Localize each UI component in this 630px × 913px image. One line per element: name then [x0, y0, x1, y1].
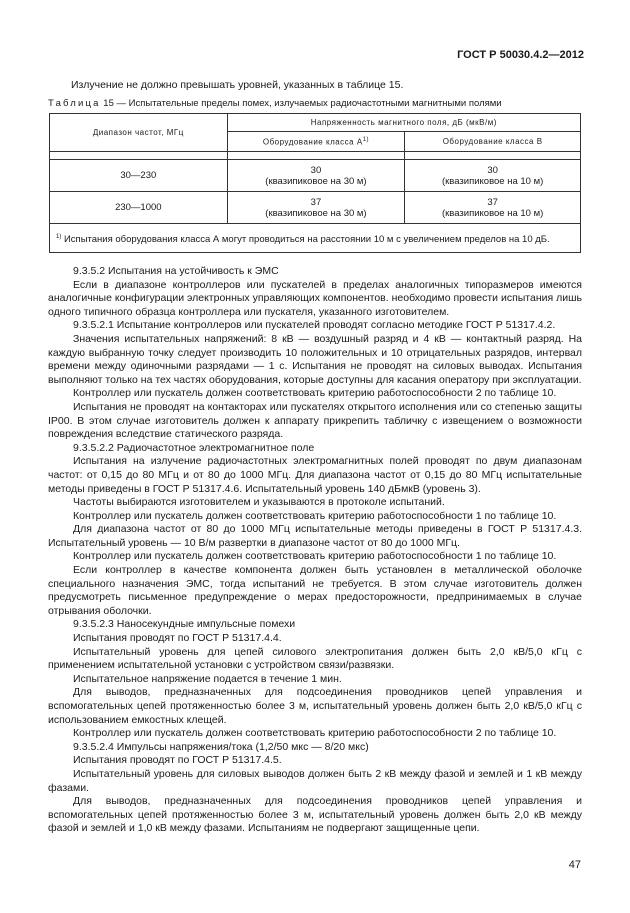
page-number: 47	[568, 859, 581, 871]
paragraph: Если в диапазоне контроллеров или пускателей в пределах аналогичных типоразмеров имеются аналогичные конфигурации электронных управляющих компонентов. необходимо провести испытания лишь одного типичного образца контроллера или пускателя, указанного изготовителем.	[48, 278, 582, 318]
table-footnote: $^{1)}$ Испытания оборудования класса А могут проводиться на расстоянии 10 м с увеличением пределов на 10 дБ.	[50, 224, 581, 253]
header-class-b: Оборудование класса В	[405, 132, 581, 152]
paragraph: Контроллер или пускатель должен соответствовать критерию работоспособности 1 по таблице 10.	[73, 550, 557, 563]
spacer-cell	[50, 152, 228, 160]
footnote-ref: 1)	[362, 136, 370, 143]
emission-limits-table	[49, 113, 581, 253]
paragraph: Для диапазона частот от 80 до 1000 МГц испытательные методы приведены в ГОСТ Р 51317.4.3. Испытательный уровень — 10 В/м развертки в диапазоне частот от 80 до 1000 МГц.	[48, 523, 582, 549]
table-caption-label: Таблица	[48, 98, 101, 109]
paragraph: 9.3.5.2 Испытания на устойчивость к ЭМС	[73, 265, 279, 277]
class-a-cell: 37 (квазипиковое на 30 м)	[227, 192, 405, 224]
paragraph: Испытания на излучение радиочастотных электромагнитных полей проводят по двум диапазонам частот: от 0,15 до 80 МГц и от 80 до 1000 МГц. Для диапазона частот от 0,15 до 80 МГц испытательные методы приведены в ГОСТ Р 51317.4.6. Испытательный уровень 140 дБмкВ (уровень 3).	[48, 455, 582, 495]
paragraph: Если контроллер в качестве компонента должен быть установлен в металлической оболочке специального назначения ЭМС, тогда испытаний не требуется. В этом случае изготовитель должен предусмотреть письменное предупреждение о мерах предосторожности, предпринимаемых в случае отрывания оболочки.	[48, 564, 582, 617]
paragraph: 9.3.5.2.4 Импульсы напряжения/тока (1,2/50 мкс — 8/20 мкс)	[73, 740, 369, 753]
document-id-header: ГОСТ Р 50030.4.2—2012	[457, 49, 584, 61]
header-class-a: Оборудование класса $А^{1)}$	[227, 132, 405, 152]
class-a-cell: 30 (квазипиковое на 30 м)	[227, 160, 405, 192]
header-field-strength: Напряженность магнитного поля, дБ (мкВ/м)	[227, 114, 580, 132]
paragraph: Для выводов, предназначенных для подсоединения проводников цепей управления и вспомогательных цепей протяженностью более 3 м, испытательный уровень должен быть 2,0 кВ между фазой и землей и 1,0 кВ между фазами. Испытаниям не подвергают защищенные цепи.	[48, 795, 582, 835]
range-cell: 30—230	[50, 160, 228, 192]
paragraph: Контроллер или пускатель должен соответствовать критерию работоспособности 2 по таблице 10.	[73, 387, 557, 400]
range-cell: 230—1000	[50, 192, 228, 224]
table-caption-text: 15 — Испытательные пределы помех, излучаемых радиочастотными магнитными полями	[100, 98, 502, 109]
paragraph: Контроллер или пускатель должен соответствовать критерию работоспособности 2 по таблице 10.	[73, 727, 557, 740]
spacer-cell	[405, 152, 581, 160]
header-frequency-range: Диапазон частот, МГц	[50, 114, 228, 152]
paragraph: Испытательное напряжение подается в течение 1 мин.	[73, 672, 342, 685]
spacer-cell	[227, 152, 405, 160]
paragraph: Испытания не проводят на контакторах или пускателях открытого исполнения или со степенью защиты IP00. В этом случае изготовитель должен к аппарату прикрепить табличку с извещением о возможности повреждения вследствие статического разряда.	[48, 400, 582, 441]
paragraph: 9.3.5.2.1 Испытание контроллеров или пускателей проводят согласно методике ГОСТ Р 51317.4.2.	[73, 319, 556, 332]
paragraph: 9.3.5.2.3 Наносекундные импульсные помехи	[73, 618, 296, 631]
table-footnote-row	[50, 224, 581, 253]
class-b-cell: 37 (квазипиковое на 10 м)	[405, 192, 581, 224]
paragraph: Испытания проводят по ГОСТ Р 51317.4.4.	[73, 632, 282, 645]
paragraph: Контроллер или пускатель должен соответствовать критерию работоспособности 1 по таблице 10.	[73, 509, 557, 522]
intro-sentence: Излучение не должно превышать уровней, указанных в таблице 15.	[71, 79, 404, 91]
paragraph: Частоты выбираются изготовителем и указываются в протоколе испытаний.	[73, 496, 445, 509]
paragraph: Испытания проводят по ГОСТ Р 51317.4.5.	[73, 754, 282, 767]
body-text	[48, 265, 582, 836]
class-b-cell: 30 (квазипиковое на 10 м)	[405, 160, 581, 192]
table-row	[50, 192, 581, 224]
paragraph: Испытательный уровень для цепей силового электропитания должен быть 2,0 кВ/5,0 кГц с применением испытательной установки с устройством связи/развязки.	[48, 645, 582, 672]
table-row	[50, 160, 581, 192]
paragraph: Для выводов, предназначенных для подсоединения проводников цепей управления и вспомогательных цепей протяженностью более 3 м, испытательный уровень должен быть 2,0 кВ/5,0 кГц с использованием емкостных клещей.	[48, 686, 582, 726]
table-caption	[48, 98, 502, 109]
paragraph: 9.3.5.2.2 Радиочастотное электромагнитное поле	[73, 441, 315, 454]
paragraph: Испытательный уровень для силовых выводов должен быть 2 кВ между фазой и землей и 1 кВ между фазами.	[48, 767, 582, 794]
paragraph: Значения испытательных напряжений: 8 кВ — воздушный разряд и 4 кВ — контактный разряд. На каждую выбранную точку следует производить 10 положительных и 10 отрицательных разрядов, интервал времени между одиночными разрядами — 1 с. Испытания не проводят на силовых выводах. Испытания выполняют только на тех частях оборудования, которые доступны для касания оператору при эксплуатации.	[48, 332, 582, 386]
